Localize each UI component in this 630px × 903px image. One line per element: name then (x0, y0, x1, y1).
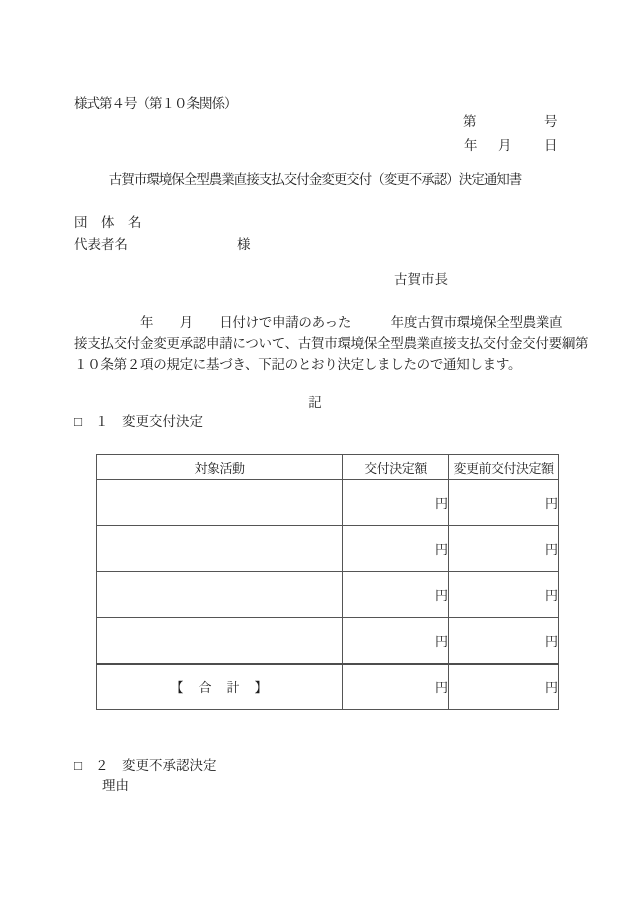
date-month-label: 月 (498, 138, 512, 153)
body-line-1: 年 月 日付けで申請のあった 年度古賀市環境保全型農業直 (74, 315, 563, 330)
header-grant-amount: 交付決定額 (343, 455, 449, 480)
table-row (97, 480, 559, 526)
grant-amount-cell: 円 (343, 526, 449, 572)
sender-mayor-label: 古賀市長 (394, 272, 448, 287)
activity-cell (97, 618, 343, 664)
table-row (97, 618, 559, 664)
table-total-row (97, 664, 559, 710)
table-header-row (97, 455, 559, 480)
grant-amount-cell: 円 (343, 572, 449, 618)
section1-number: １ (95, 414, 109, 429)
previous-amount-cell: 円 (449, 618, 559, 664)
grant-amount-cell: 円 (343, 618, 449, 664)
section1-label: 変更交付決定 (122, 414, 203, 429)
table-row (97, 526, 559, 572)
notice-marker: 記 (308, 395, 322, 410)
body-line-2: 接支払交付金変更承認申請について、古賀市環境保全型農業直接支払交付金交付要綱第 (74, 336, 589, 351)
document-title: 古賀市環境保全型農業直接支払交付金変更交付（変更不承認）決定通知書 (108, 172, 522, 187)
total-grant-amount-cell: 円 (343, 664, 449, 710)
total-label-cell: 【 合 計 】 (97, 664, 343, 710)
section1-checkbox-icon: □ (74, 414, 83, 429)
reason-label: 理由 (102, 778, 129, 793)
section2-label: 変更不承認決定 (122, 758, 217, 773)
body-line-3: １０条第２項の規定に基づき、下記のとおり決定しましたので通知します。 (74, 357, 522, 372)
previous-amount-cell: 円 (449, 480, 559, 526)
section2-checkbox-icon: □ (74, 758, 83, 773)
section2-number: ２ (95, 758, 109, 773)
organization-name-label: 団 体 名 (74, 215, 142, 230)
honorific-label: 様 (237, 237, 251, 252)
activity-cell (97, 572, 343, 618)
header-target-activity: 対象活動 (97, 455, 343, 480)
doc-number-suffix: 号 (544, 114, 558, 129)
activity-cell (97, 480, 343, 526)
previous-amount-cell: 円 (449, 572, 559, 618)
date-day-label: 日 (544, 138, 558, 153)
previous-amount-cell: 円 (449, 526, 559, 572)
total-previous-amount-cell: 円 (449, 664, 559, 710)
date-year-label: 年 (464, 138, 478, 153)
doc-number-prefix: 第 (463, 114, 477, 129)
form-number: 様式第４号（第１０条関係） (74, 96, 237, 111)
grant-amount-cell: 円 (343, 480, 449, 526)
grant-decision-table (96, 454, 559, 710)
representative-name-label: 代表者名 (74, 237, 128, 252)
table-row (97, 572, 559, 618)
activity-cell (97, 526, 343, 572)
header-previous-grant-amount: 変更前交付決定額 (449, 455, 559, 480)
